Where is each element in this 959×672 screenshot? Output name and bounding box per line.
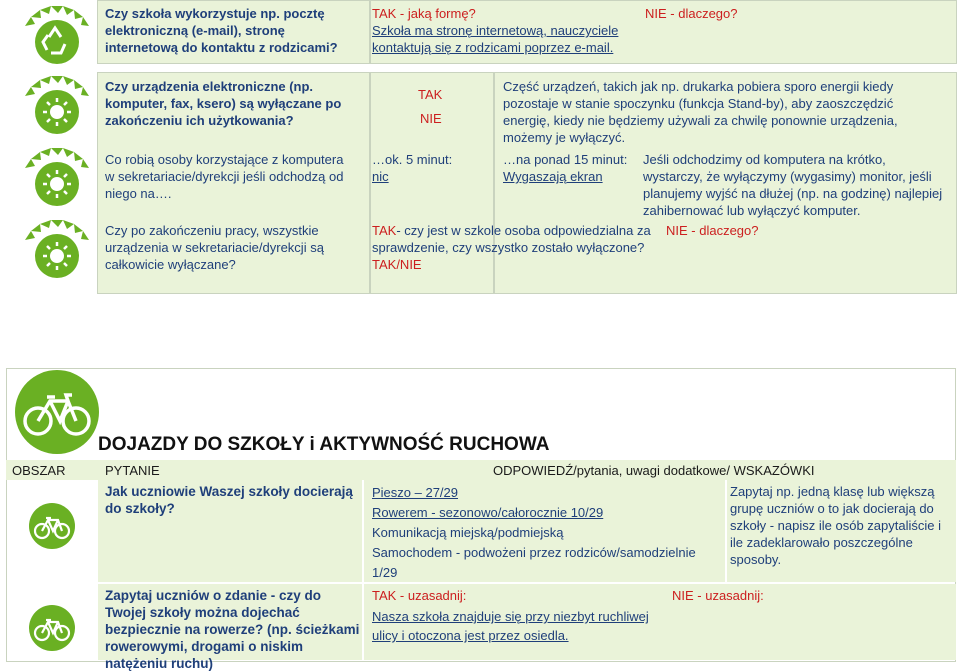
row2-q1-tak: TAK bbox=[418, 87, 443, 102]
s-row1-question: Jak uczniowie Waszej szkoły docierają do szkoły? bbox=[105, 484, 353, 516]
row1-question: Czy szkoła wykorzystuje np. pocztę elektroniczną (e-mail), stronę internetową do kontaktu z rodzicami? bbox=[105, 6, 338, 55]
row2-q2-over-answer: Wygaszają ekran bbox=[503, 169, 603, 184]
bicycle-icon bbox=[28, 604, 76, 652]
row2-q2-tip: Jeśli odchodzimy od komputera na krótko, wystarczy, że wyłączymy (wygasimy) monitor, jeśli planujemy wyjść na dłużej (np. na godzinę) najlepiej zahibernować lub wyłączyć komputer. bbox=[643, 152, 943, 218]
sun-icon bbox=[16, 74, 98, 136]
row1-tak-answer: Szkoła ma stronę internetową, nauczyciele kontaktują się z rodzicami poprzez e-mail. bbox=[372, 23, 619, 55]
row2-q2-over-label: …na ponad 15 minut: bbox=[503, 152, 628, 167]
header-obszar: OBSZAR bbox=[12, 463, 66, 478]
sun-badge-1 bbox=[16, 74, 98, 134]
s-row1-tip: Zapytaj np. jedną klasę lub większą grupę uczniów o to jak docierają do szkoły - napisz ile osób zapytaliście i ile zadeklarowało poszczególne sposoby. bbox=[730, 484, 941, 567]
row2-q3-nie: NIE - dlaczego? bbox=[666, 223, 759, 238]
bicycle-icon bbox=[14, 369, 100, 455]
sun-icon bbox=[16, 218, 98, 280]
row1-tak-option: TAK - jaką formę? bbox=[372, 6, 476, 21]
answer-car: Samochodem - podwożeni przez rodziców/samodzielnie 1/29 bbox=[372, 545, 696, 580]
row2-q1-answer: Część urządzeń, takich jak np. drukarka pobiera sporo energii kiedy pozostaje w stanie spoczynku (funkcja Stand-by), aby zaoszczędzić energię, kiedy nie będziemy używali za chwilę ponownie urządzenia, możemy je wyłączyć. bbox=[503, 79, 898, 145]
answer-walk: Pieszo – 27/29 bbox=[372, 485, 459, 500]
sun-icon bbox=[16, 146, 98, 208]
row2-question-3: Czy po zakończeniu pracy, wszystkie urządzenia w sekretariacie/dyrekcji są całkowicie wyłączane? bbox=[105, 223, 324, 272]
row2-q1-nie: NIE bbox=[420, 111, 442, 126]
bicycle-icon bbox=[28, 502, 76, 550]
row2-q3-tak: TAK bbox=[372, 223, 397, 238]
s-row2-tak-answer: Nasza szkoła znajduje się przy niezbyt ruchliwej ulicy i otoczona jest przez osiedla. bbox=[372, 609, 649, 643]
answer-public-transport: Komunikacją miejską/podmiejską bbox=[372, 525, 564, 540]
s-row2-tak: TAK - uzasadnij: bbox=[372, 588, 467, 603]
bicycle-badge-large bbox=[14, 369, 100, 455]
bicycle-badge-1 bbox=[28, 502, 76, 550]
row2-q3-tak-nie: TAK/NIE bbox=[372, 257, 422, 272]
section-title: DOJAZDY DO SZKOŁY i AKTYWNOŚĆ RUCHOWA bbox=[98, 434, 550, 455]
recycle-badge bbox=[16, 4, 98, 64]
row2-q2-ok-label: …ok. 5 minut: bbox=[372, 152, 453, 167]
sun-badge-2 bbox=[16, 146, 98, 206]
row2-q2-ok-answer: nic bbox=[372, 169, 389, 184]
row2-question-2: Co robią osoby korzystające z komputera w sekretariacie/dyrekcji jeśli odchodzą od niego na…. bbox=[105, 152, 344, 201]
row2-question-1: Czy urządzenia elektroniczne (np. komputer, fax, ksero) są wyłączane po zakończeniu ich użytkowania? bbox=[105, 79, 342, 128]
sun-badge-3 bbox=[16, 218, 98, 278]
row2-q3-text: - czy jest w szkole osoba odpowiedzialna za sprawdzenie, czy wszystko zostało wyłączone? bbox=[372, 223, 651, 255]
recycle-icon bbox=[16, 4, 98, 66]
s-row2-nie: NIE - uzasadnij: bbox=[672, 588, 764, 603]
bicycle-badge-2 bbox=[28, 604, 76, 652]
header-pytanie: PYTANIE bbox=[105, 463, 160, 478]
answer-bike: Rowerem - sezonowo/całorocznie 10/29 bbox=[372, 505, 604, 520]
row2-q3-line bbox=[372, 222, 652, 273]
s-row1-answers bbox=[372, 483, 717, 583]
s-row2-question: Zapytaj uczniów o zdanie - czy do Twojej szkoły można dojechać bezpiecznie na rowerze? (np. ścieżkami rowerowymi, drogami o niskim natężeniu ruchu) bbox=[105, 588, 360, 671]
header-odpowiedz: ODPOWIEDŹ/pytania, uwagi dodatkowe/ WSKAZÓWKI bbox=[493, 463, 815, 478]
row1-nie-option: NIE - dlaczego? bbox=[645, 6, 738, 21]
